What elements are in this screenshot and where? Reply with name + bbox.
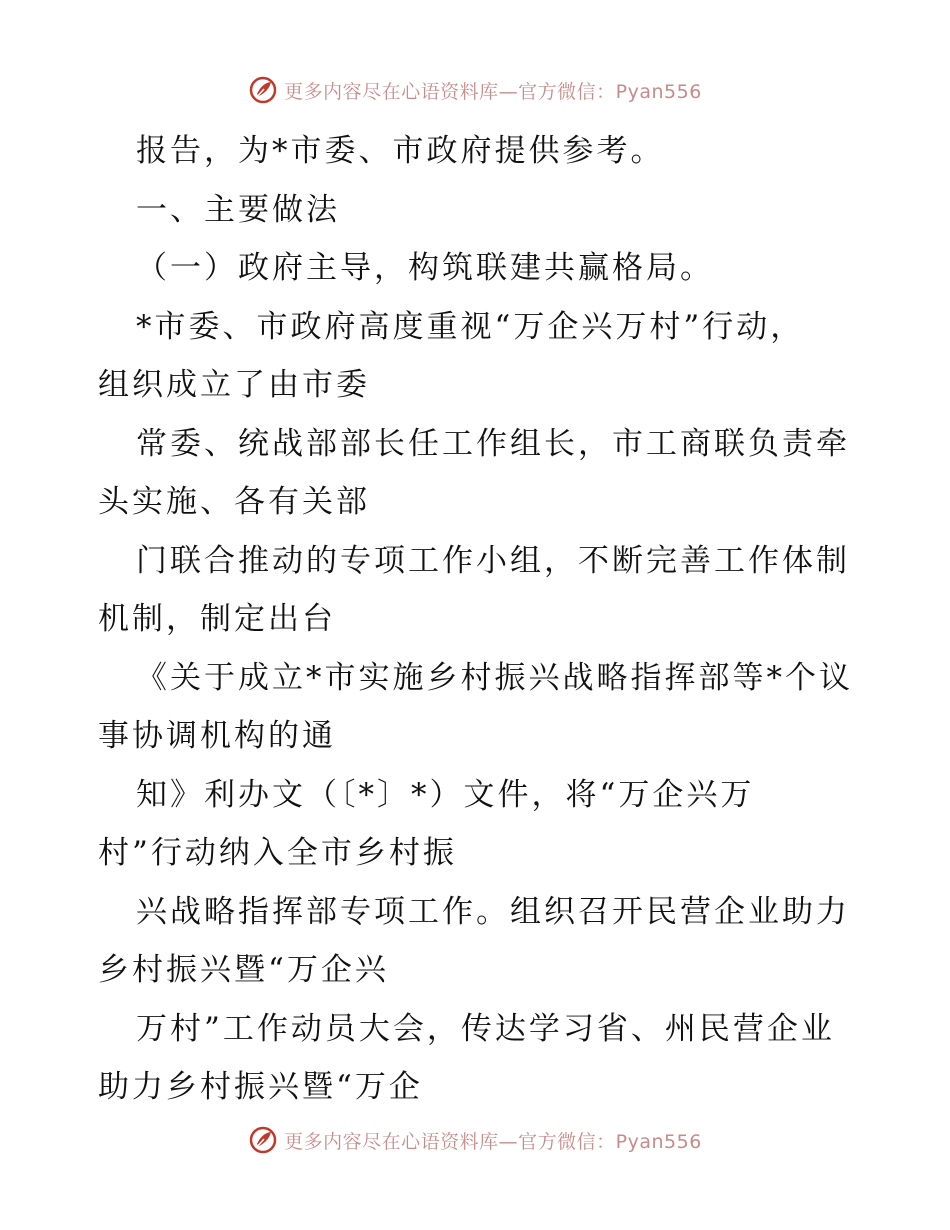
body-line: 机制，制定出台 [98, 601, 336, 637]
body-line: 《关于成立*市实施乡村振兴战略指挥部等*个议 [136, 659, 853, 696]
header-banner [0, 70, 950, 110]
body-line: 助力乡村振兴暨“万企 [98, 1069, 423, 1105]
document-body [98, 122, 858, 1117]
body-line: 组织成立了由市委 [98, 367, 370, 403]
body-line: 村”行动纳入全市乡村振 [98, 835, 457, 871]
leaf-seal-icon [248, 75, 278, 105]
body-line: 门联合推动的专项工作小组，不断完善工作体制 [136, 542, 850, 579]
footer-banner [0, 1120, 950, 1160]
leaf-seal-icon [248, 1125, 278, 1155]
body-line: 报告，为*市委、市政府提供参考。 [136, 133, 665, 169]
body-line: 头实施、各有关部 [98, 484, 370, 520]
footer-banner-text: 更多内容尽在心语资料库—官方微信：Pyan556 [284, 1130, 702, 1153]
body-line: 事协调机构的通 [98, 718, 336, 754]
body-line: 知》利办文（〔*〕*）文件，将“万企兴万 [136, 776, 755, 813]
section-heading: 一、主要做法 [136, 191, 340, 228]
header-banner-text: 更多内容尽在心语资料库—官方微信：Pyan556 [284, 80, 702, 103]
subsection-heading: （一）政府主导，构筑联建共赢格局。 [136, 250, 714, 286]
body-line: 乡村振兴暨“万企兴 [98, 952, 389, 988]
body-line: *市委、市政府高度重视“万企兴万村”行动， [136, 308, 805, 345]
body-line: 常委、统战部部长任工作组长，市工商联负责牵 [136, 425, 850, 462]
body-line: 兴战略指挥部专项工作。组织召开民营企业助力 [136, 893, 850, 930]
body-line: 万村”工作动员大会，传达学习省、州民营企业 [136, 1010, 835, 1047]
